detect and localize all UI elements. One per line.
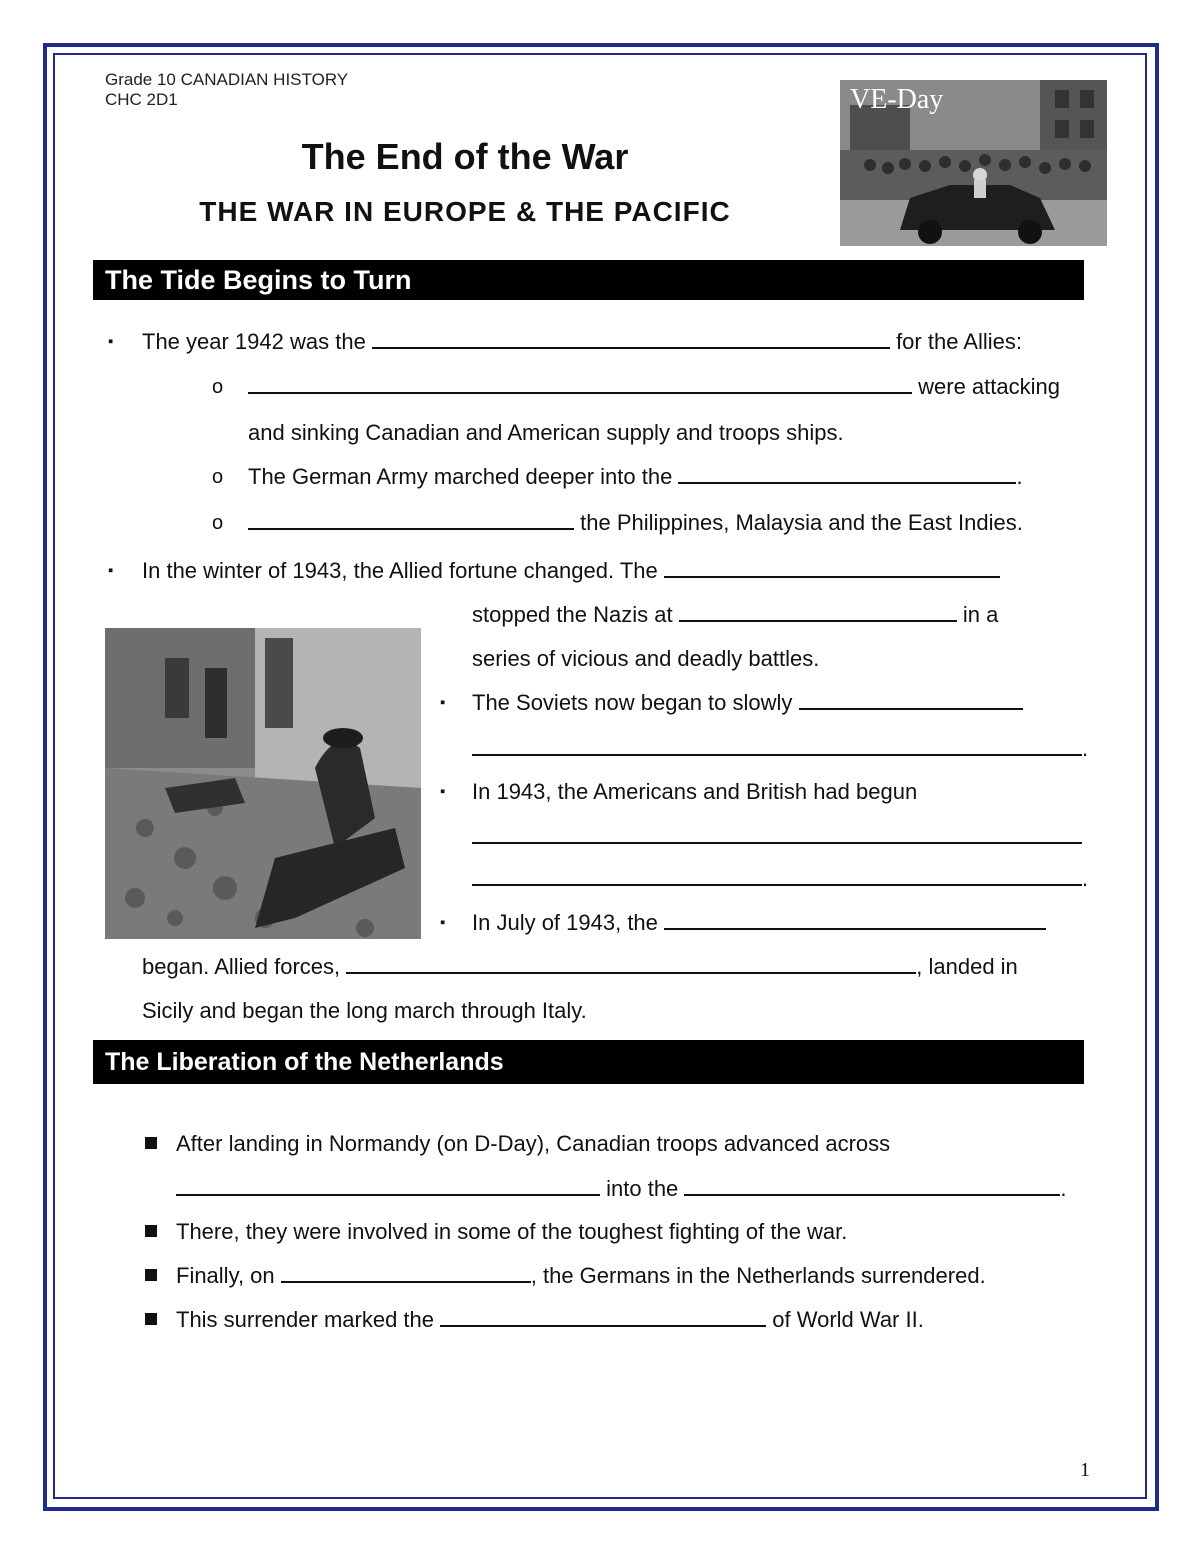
text: This surrender marked the <box>176 1307 434 1332</box>
fill-in-blank[interactable] <box>281 1261 531 1283</box>
line-sinking: and sinking Canadian and American supply and troops ships. <box>248 420 844 445</box>
text: , the Germans in the Netherlands surrendered. <box>530 1263 986 1288</box>
fill-in-blank[interactable] <box>664 908 1046 930</box>
fill-in-blank[interactable] <box>248 372 912 394</box>
page-subtitle: THE WAR IN EUROPE & THE PACIFIC <box>199 196 731 227</box>
section-heading-netherlands: The Liberation of the Netherlands <box>93 1040 1084 1084</box>
fill-in-blank[interactable] <box>472 822 1082 844</box>
fill-in-blank[interactable] <box>440 1305 766 1327</box>
section-heading-tide: The Tide Begins to Turn <box>93 260 1084 300</box>
course-grade: Grade 10 CANADIAN HISTORY <box>105 70 349 89</box>
ve-day-photo <box>840 80 1107 246</box>
fill-in-blank[interactable] <box>799 688 1023 710</box>
text: for the Allies: <box>896 329 1023 354</box>
bullet-marker: ▪ <box>440 694 446 711</box>
soldiers-street-photo <box>105 628 421 939</box>
square-bullet <box>145 1137 157 1149</box>
line-americans-blank-2: . <box>472 864 1088 894</box>
fill-in-blank[interactable] <box>372 327 890 349</box>
text: of World War II. <box>772 1307 924 1332</box>
line-normandy-blanks: into the . <box>176 1174 1067 1204</box>
line-soviets-blank: . <box>472 734 1088 764</box>
line-german-army: The German Army marched deeper into the . <box>248 464 1023 489</box>
ve-day-caption: VE-Day <box>850 84 944 115</box>
square-bullet <box>145 1313 157 1325</box>
course-code: CHC 2D1 <box>105 90 178 109</box>
line-americans-british: In 1943, the Americans and British had begun <box>472 779 918 804</box>
fill-in-blank[interactable] <box>346 952 916 974</box>
text: The Soviets now began to slowly <box>472 690 793 715</box>
page-number: 1 <box>1080 1459 1090 1481</box>
square-bullet <box>145 1225 157 1237</box>
line-normandy: After landing in Normandy (on D-Day), Canadian troops advanced across <box>176 1131 891 1156</box>
text: in a <box>962 602 999 627</box>
sub-bullet-marker: o <box>212 376 224 398</box>
page-title: The End of the War <box>301 136 629 177</box>
line-attacking <box>248 372 1060 402</box>
sub-bullet-marker: o <box>212 512 224 534</box>
text: In the winter of 1943, the Allied fortune changed. The <box>142 558 658 583</box>
bullet-marker: ▪ <box>108 333 114 350</box>
text: , landed in <box>916 954 1018 979</box>
text: were attacking <box>918 374 1060 399</box>
line-toughest-fighting: There, they were involved in some of the toughest fighting of the war. <box>176 1219 848 1244</box>
fill-in-blank[interactable] <box>472 734 1082 756</box>
text: Finally, on <box>176 1263 275 1288</box>
bullet-marker: ▪ <box>108 562 114 579</box>
text: The German Army marched deeper into the <box>248 464 673 489</box>
line-winter-1943 <box>142 556 1000 586</box>
fill-in-blank[interactable] <box>176 1174 600 1196</box>
line-1942 <box>142 327 1022 357</box>
text: the Philippines, Malaysia and the East Indies. <box>580 510 1023 535</box>
line-americans-blank-1 <box>472 822 1082 852</box>
line-allied-forces <box>142 952 1018 982</box>
fill-in-blank[interactable] <box>248 508 574 530</box>
line-philippines <box>248 508 1023 538</box>
line-surrender-marked <box>176 1305 924 1335</box>
fill-in-blank[interactable] <box>684 1174 1060 1196</box>
bullet-marker: ▪ <box>440 914 446 931</box>
fill-in-blank[interactable] <box>678 462 1016 484</box>
sub-bullet-marker: o <box>212 466 224 488</box>
course-info <box>105 70 348 110</box>
text: In July of 1943, the <box>472 910 658 935</box>
line-sicily: Sicily and began the long march through Italy. <box>142 998 587 1023</box>
line-july-1943 <box>472 908 1046 938</box>
fill-in-blank[interactable] <box>679 600 957 622</box>
fill-in-blank[interactable] <box>472 864 1082 886</box>
line-stopped-nazis <box>472 600 998 630</box>
text: The year 1942 was the <box>142 329 366 354</box>
line-soviets <box>472 688 1023 718</box>
line-vicious-battles: series of vicious and deadly battles. <box>472 646 820 671</box>
text: into the <box>606 1176 679 1201</box>
bullet-marker: ▪ <box>440 783 446 800</box>
square-bullet <box>145 1269 157 1281</box>
text: stopped the Nazis at <box>472 602 673 627</box>
line-germans-surrendered <box>176 1261 986 1291</box>
fill-in-blank[interactable] <box>664 556 1000 578</box>
text: began. Allied forces, <box>142 954 341 979</box>
